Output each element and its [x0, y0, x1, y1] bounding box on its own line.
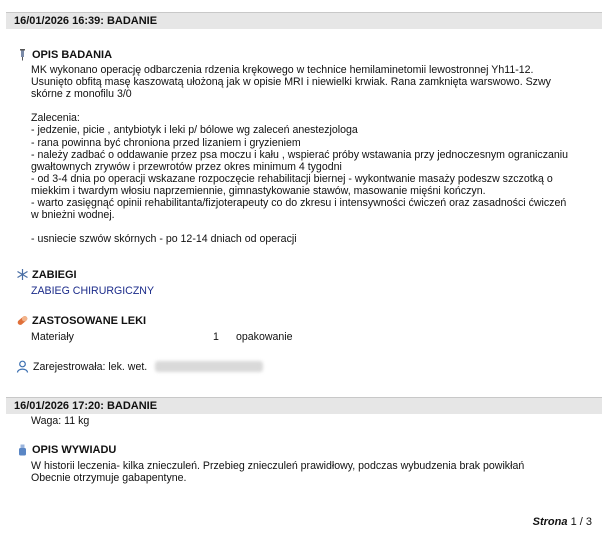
snowflake-icon — [16, 268, 29, 281]
entry-header-text: 16/01/2026 17:20: BADANIE — [14, 400, 158, 412]
page-total: 3 — [585, 516, 592, 528]
page-footer — [533, 516, 592, 528]
section-title: ZASTOSOWANE LEKI — [32, 314, 147, 327]
section-title: ZABIEGI — [32, 268, 77, 281]
section-opis-badania — [16, 48, 112, 61]
section-leki — [16, 314, 146, 327]
redacted-name — [155, 361, 263, 372]
section-title: OPIS BADANIA — [32, 48, 113, 61]
page-separator: / — [579, 516, 583, 528]
user-icon — [16, 360, 29, 373]
section-title: OPIS WYWIADU — [32, 443, 117, 456]
section-zabiegi — [16, 268, 77, 281]
registered-label: Zarejestrowała: lek. wet. — [33, 360, 148, 373]
opis-badania-text: MK wykonano operację odbarczenia rdzenia krękowego w technice hemilaminetomii lewostronnej Yh11-12. Usunięto obfitą masę kaszowatą ułożoną jak w opisie MRI i niewielki krwiak. Rana zamknięta warswowo. Szwy skórne z monofilu 3/0 Zalecenia: - jedzenie, picie , antybiotyk i leki p/ bólowe wg zaleceń anestezjologa - rana powinna być chroniona przed lizaniem i gryzieniem - należy zadbać o oddawanie przez psa moczu i kału , wspierać próby wstawania przy jednoczesnym ograniczaniu gwałtownych zrywów i przewrotów przez okres minimum 4 tygodni - od 3-4 dnia po operacji wskazane rozpoczęcie rehabilitacji biernej - wykontwanie masaży podeszw szczotką o miekkim i twardym włosiu naprzemiennie, gimnastykowanie stawów, masowanie mięśni kończyn. - warto zasięgnąć opinii rehabilitanta/fizjoterapeuty co do zkresu i intensywności ćwiczeń oraz zasadności ćwiczeń w bnieżni wodnej. - usniecie szwów skórnych - po 12-14 dniach od operacji — [31, 64, 569, 246]
page-current: 1 — [570, 516, 577, 528]
page-label: Strona — [532, 516, 568, 528]
entry-header — [6, 12, 602, 29]
registered-by — [16, 360, 263, 373]
syringe-icon — [16, 48, 29, 61]
bottle-icon — [16, 443, 29, 456]
lek-qty: 1 — [213, 331, 219, 343]
pill-icon — [16, 314, 29, 327]
lek-unit: opakowanie — [236, 331, 293, 343]
opis-wywiadu-text: W historii leczenia- kilka znieczuleń. Przebieg znieczuleń prawidłowy, podczas wybudzenia brak powikłań Obecnie otrzymuje gabapentyne. — [31, 460, 525, 485]
entry-header-text: 16/01/2026 16:39: BADANIE — [14, 15, 158, 27]
weight-text: Waga: 11 kg — [31, 415, 90, 427]
lek-name: Materiały — [31, 331, 74, 343]
entry-header — [6, 397, 602, 414]
section-opis-wywiadu — [16, 443, 116, 456]
zabieg-link[interactable]: ZABIEG CHIRURGICZNY — [31, 285, 155, 297]
